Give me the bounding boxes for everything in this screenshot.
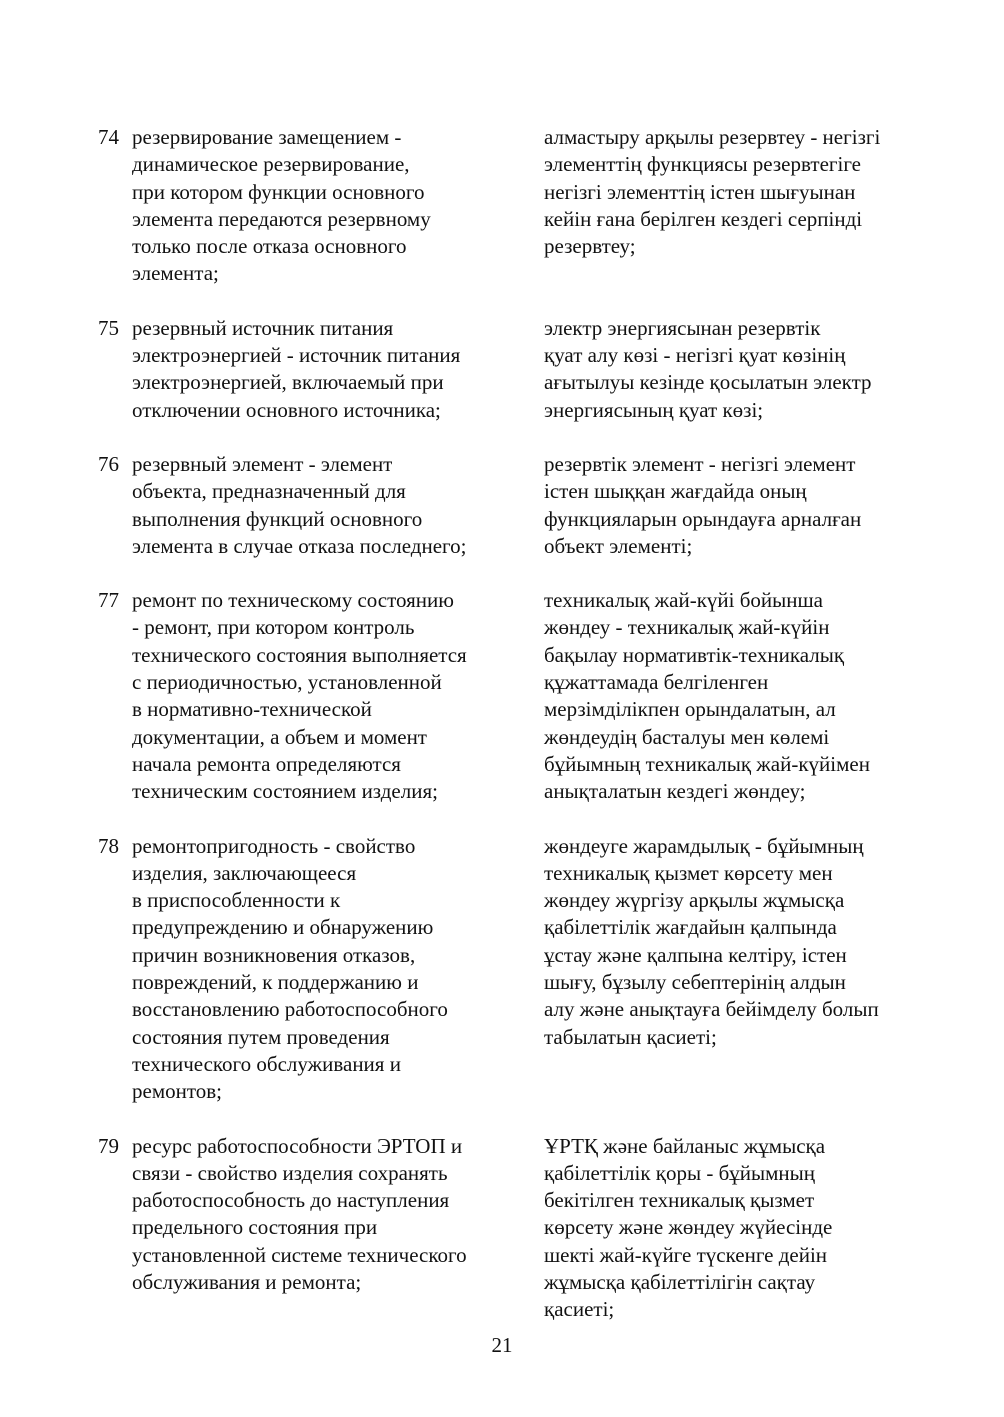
page-number: 21	[491, 1333, 513, 1357]
russian-definition-line: элемента;	[132, 261, 219, 286]
russian-definition-line: восстановлению работоспособного	[132, 997, 448, 1022]
kazakh-definition-line: элементтің функциясы резервтегіге	[544, 152, 861, 177]
russian-definition-line: технического обслуживания и	[132, 1051, 401, 1076]
kazakh-definition-line: бақылау нормативтік-техникалық	[544, 642, 845, 667]
russian-definition-line: в приспособленности к	[132, 888, 341, 913]
kazakh-definition-line: қасиеті;	[544, 1297, 615, 1322]
kazakh-definition-line: бұйымның техникалық жай-күйімен	[544, 751, 870, 776]
kazakh-definition-line: жөндеу жүргізу арқылы жұмысқа	[544, 888, 845, 913]
russian-definition-line: электроэнергией - источник питания	[132, 343, 461, 368]
kazakh-definition-line: шекті жай-күйге түскенге дейін	[544, 1242, 828, 1267]
russian-definition	[132, 1133, 512, 1297]
entry-number: 77	[98, 588, 119, 613]
russian-definition-line: предупреждению и обнаружению	[132, 915, 434, 940]
kazakh-definition-line: шығу, бұзылу себептерінің алдын	[544, 970, 846, 995]
kazakh-definition-line: ағытылуы кезінде қосылатын электр	[544, 370, 872, 395]
russian-definition-line: техническим состоянием изделия;	[132, 779, 438, 804]
kazakh-definition	[544, 1133, 924, 1324]
kazakh-definition-line: жұмысқа қабілеттілігін сақтау	[544, 1269, 816, 1294]
russian-definition-line: документации, а объем и момент	[132, 724, 427, 749]
russian-definition-line: ремонт по техническому состоянию	[132, 588, 454, 613]
russian-definition-line: при котором функции основного	[132, 179, 425, 204]
russian-definition-line: изделия, заключающееся	[132, 860, 357, 885]
entry-number: 76	[98, 451, 119, 476]
kazakh-definition-line: жөндеудің басталуы мен көлемі	[544, 724, 830, 749]
glossary-entry	[0, 833, 1004, 1106]
kazakh-definition-line: бекітілген техникалық қызмет	[544, 1188, 815, 1213]
kazakh-definition-line: функцияларын орындауға арналған	[544, 506, 862, 531]
russian-definition-line: начала ремонта определяются	[132, 751, 401, 776]
kazakh-definition-line: жөндеу - техникалық жай-күйін	[544, 615, 830, 640]
kazakh-definition-line: объект элементі;	[544, 533, 693, 558]
russian-definition	[132, 315, 512, 424]
kazakh-definition-line: анықталатын кездегі жөндеу;	[544, 779, 806, 804]
russian-definition-line: электроэнергией, включаемый при	[132, 370, 444, 395]
glossary-entry	[0, 124, 1004, 288]
kazakh-definition	[544, 587, 924, 805]
kazakh-definition-line: техникалық жай-күйі бойынша	[544, 588, 823, 613]
russian-definition-line: ремонтопригодность - свойство	[132, 833, 416, 858]
glossary-entries	[0, 124, 1004, 1323]
entry-number: 75	[98, 315, 119, 340]
entry-number: 74	[98, 125, 119, 149]
russian-definition-line: в нормативно-технической	[132, 697, 372, 722]
kazakh-definition	[544, 124, 924, 260]
kazakh-definition-line: қабілеттілік жағдайын қалпында	[544, 915, 837, 940]
glossary-entry	[0, 451, 1004, 560]
russian-definition-line: связи - свойство изделия сохранять	[132, 1160, 448, 1185]
kazakh-definition-line: электр энергиясынан резервтік	[544, 315, 821, 340]
kazakh-definition-line: негізгі элементтің істен шығуынан	[544, 179, 856, 204]
glossary-entry	[0, 315, 1004, 424]
kazakh-definition-line: қуат алу көзі - негізгі қуат көзінің	[544, 343, 846, 368]
kazakh-definition-line: кейін ғана берілген кездегі серпінді	[544, 206, 863, 231]
kazakh-definition-line: резервтік элемент - негізгі элемент	[544, 451, 856, 476]
russian-definition-line: резервный источник питания	[132, 315, 394, 340]
russian-definition-line: состояния путем проведения	[132, 1024, 390, 1049]
kazakh-definition-line: энергиясының қуат көзі;	[544, 397, 764, 422]
kazakh-definition-line: істен шыққан жағдайда оның	[544, 479, 807, 504]
russian-definition-line: - ремонт, при котором контроль	[132, 615, 415, 640]
kazakh-definition-line: ҰРТҚ және байланыс жұмысқа	[544, 1133, 826, 1158]
russian-definition-line: с периодичностью, установленной	[132, 670, 442, 695]
russian-definition	[132, 833, 512, 1106]
russian-definition-line: предельного состояния при	[132, 1215, 378, 1240]
russian-definition-line: выполнения функций основного	[132, 506, 423, 531]
kazakh-definition-line: ұстау және қалпына келтіру, істен	[544, 942, 847, 967]
glossary-entry	[0, 1133, 1004, 1322]
kazakh-definition-line: резервтеу;	[544, 234, 636, 259]
kazakh-definition-line: техникалық қызмет көрсету мен	[544, 860, 833, 885]
kazakh-definition-line: алу және анықтауға бейімделу болып	[544, 997, 879, 1022]
russian-definition	[132, 587, 512, 805]
kazakh-definition-line: көрсету және жөндеу жүйесінде	[544, 1215, 833, 1240]
russian-definition-line: обслуживания и ремонта;	[132, 1269, 362, 1294]
russian-definition-line: резервирование замещением -	[132, 125, 402, 149]
kazakh-definition	[544, 833, 924, 1051]
russian-definition-line: ресурс работоспособности ЭРТОП и	[132, 1133, 463, 1158]
kazakh-definition-line: мерзімділікпен орындалатын, ал	[544, 697, 836, 722]
kazakh-definition-line: жөндеуге жарамдылық - бұйымның	[544, 833, 864, 858]
kazakh-definition-line: қабілеттілік қоры - бұйымның	[544, 1160, 816, 1185]
russian-definition-line: динамическое резервирование,	[132, 152, 410, 177]
russian-definition-line: отключении основного источника;	[132, 397, 441, 422]
kazakh-definition-line: алмастыру арқылы резервтеу - негізгі	[544, 125, 881, 149]
russian-definition-line: объекта, предназначенный для	[132, 479, 406, 504]
russian-definition-line: ремонтов;	[132, 1079, 222, 1104]
russian-definition-line: причин возникновения отказов,	[132, 942, 416, 967]
russian-definition-line: элемента в случае отказа последнего;	[132, 533, 467, 558]
kazakh-definition-line: табылатын қасиеті;	[544, 1024, 717, 1049]
russian-definition-line: резервный элемент - элемент	[132, 451, 393, 476]
entry-number: 79	[98, 1133, 119, 1158]
kazakh-definition-line: құжаттамада белгіленген	[544, 670, 769, 695]
russian-definition	[132, 124, 512, 288]
kazakh-definition	[544, 315, 924, 424]
glossary-entry	[0, 587, 1004, 805]
russian-definition-line: работоспособность до наступления	[132, 1188, 450, 1213]
russian-definition-line: только после отказа основного	[132, 234, 407, 259]
russian-definition-line: элемента передаются резервному	[132, 206, 431, 231]
entry-number: 78	[98, 833, 119, 858]
russian-definition-line: установленной системе технического	[132, 1242, 467, 1267]
russian-definition	[132, 451, 512, 560]
kazakh-definition	[544, 451, 924, 560]
russian-definition-line: технического состояния выполняется	[132, 642, 467, 667]
russian-definition-line: повреждений, к поддержанию и	[132, 970, 419, 995]
